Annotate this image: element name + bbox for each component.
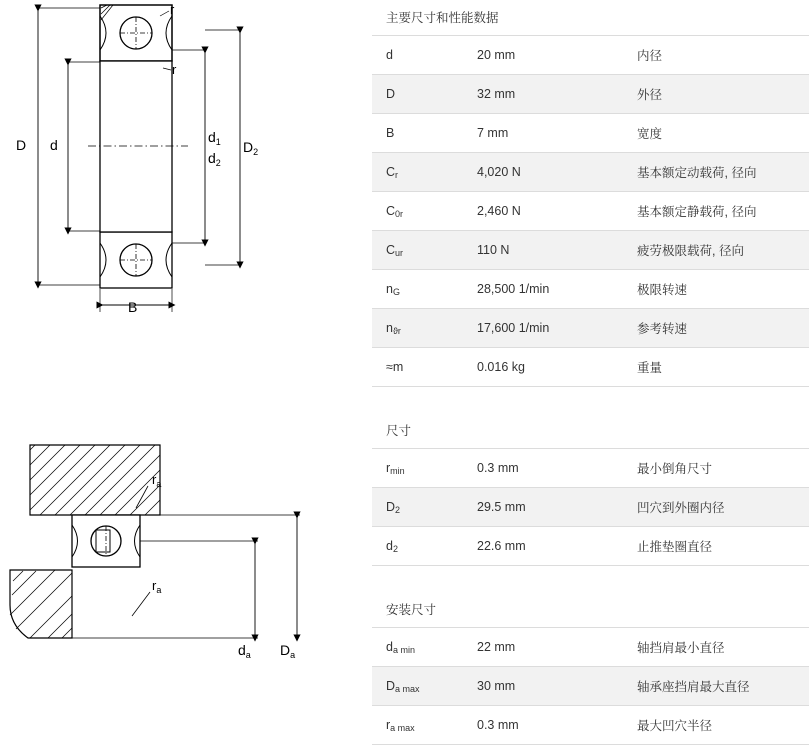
row-symbol (372, 539, 477, 554)
symbol-base: C (386, 242, 396, 257)
row-symbol (372, 461, 477, 476)
table-row (372, 153, 809, 192)
symbol-base: D (386, 678, 396, 693)
symbol-subscript: ϑr (392, 325, 401, 336)
row-description: 基本额定动载荷, 径向 (637, 166, 757, 180)
svg-text:da: $d_a$ (238, 642, 251, 660)
row-symbol (372, 679, 477, 694)
symbol-base: D (386, 499, 396, 514)
row-description: 基本额定静载荷, 径向 (637, 205, 757, 219)
row-symbol (372, 282, 477, 297)
row-symbol (372, 165, 477, 180)
symbol-subscript: r (395, 169, 399, 180)
row-value: 2,460 N (477, 204, 521, 218)
svg-text:D2: $D_2$ (243, 139, 259, 157)
svg-text:d: d (50, 137, 58, 153)
row-description: 最大凹穴半径 (637, 719, 713, 733)
row-symbol (372, 204, 477, 219)
table-row (372, 667, 809, 706)
row-value: 20 mm (477, 48, 516, 62)
svg-text:ra: $r_a$ (152, 578, 162, 595)
row-value: 29.5 mm (477, 500, 526, 514)
table-row (372, 114, 809, 153)
symbol-subscript: G (392, 286, 400, 297)
symbol-subscript: 0r (395, 208, 404, 219)
table-row (372, 75, 809, 114)
row-description: 宽度 (637, 127, 663, 141)
svg-text:d2: $d_2$ (208, 150, 221, 168)
table-row (372, 706, 809, 745)
row-symbol: D (386, 87, 396, 101)
section-title-dimensions: 尺寸 (372, 413, 809, 449)
row-description: 凹穴到外圈内径 (637, 501, 725, 515)
row-value: 17,600 1/min (477, 321, 550, 335)
row-symbol (372, 718, 477, 733)
symbol-base: d (386, 639, 393, 654)
row-value: 4,020 N (477, 165, 521, 179)
symbol-subscript: a max (390, 722, 415, 733)
table-row (372, 270, 809, 309)
symbol-subscript: a min (392, 644, 415, 655)
symbol-base: r (386, 717, 391, 732)
table-row (372, 192, 809, 231)
svg-text:ra: $r_a$ (152, 472, 162, 489)
row-value: 28,500 1/min (477, 282, 550, 296)
table-row (372, 36, 809, 75)
row-description: 外径 (637, 88, 663, 102)
symbol-base: d (386, 538, 393, 553)
svg-text:D: D (16, 137, 27, 153)
row-description: 参考转速 (637, 322, 688, 336)
row-description: 止推垫圈直径 (637, 540, 713, 554)
row-value: 0.3 mm (477, 718, 519, 732)
row-value: 0.016 kg (477, 360, 525, 374)
table-row (372, 527, 809, 566)
svg-text:Da: $D_a$ (280, 642, 296, 660)
svg-text:r: r (172, 62, 177, 77)
row-value: 22.6 mm (477, 539, 526, 553)
row-symbol (372, 500, 477, 515)
row-value: 32 mm (477, 87, 516, 101)
table-row (372, 449, 809, 488)
row-description: 疲劳极限载荷, 径向 (637, 244, 744, 258)
row-symbol (372, 640, 477, 655)
row-description: 最小倒角尺寸 (637, 462, 713, 476)
svg-text:r: r (170, 2, 175, 17)
bearing-cross-section-drawing (0, 0, 370, 340)
row-description: 内径 (637, 49, 663, 63)
symbol-subscript: 2 (395, 504, 401, 515)
svg-text:B: B (128, 299, 138, 315)
row-value: 0.3 mm (477, 461, 519, 475)
row-value: 7 mm (477, 126, 509, 140)
row-symbol (372, 243, 477, 258)
row-description: 轴承座挡肩最大直径 (637, 680, 750, 694)
symbol-base: r (386, 460, 391, 475)
section-title-main: 主要尺寸和性能数据 (372, 0, 809, 36)
row-value: 22 mm (477, 640, 516, 654)
mounting-dimensions-drawing (0, 420, 370, 740)
row-value: 110 N (477, 243, 510, 257)
symbol-base: n (386, 320, 393, 335)
symbol-subscript: a max (395, 683, 420, 694)
data-column (372, 0, 809, 741)
symbol-subscript: 2 (392, 543, 398, 554)
row-symbol (372, 321, 477, 336)
symbol-subscript: min (390, 465, 405, 476)
row-symbol: d (386, 48, 393, 62)
table-row (372, 348, 809, 387)
row-symbol: B (386, 126, 395, 140)
symbol-base: C (386, 203, 396, 218)
table-row (372, 231, 809, 270)
section-title-mounting: 安装尺寸 (372, 592, 809, 628)
table-row (372, 628, 809, 667)
svg-text:d1: $d_1$ (208, 129, 221, 147)
symbol-subscript: ur (395, 247, 404, 258)
table-row (372, 488, 809, 527)
row-value: 30 mm (477, 679, 516, 693)
symbol-base: n (386, 281, 393, 296)
row-description: 轴挡肩最小直径 (637, 641, 725, 655)
row-description: 极限转速 (637, 283, 688, 297)
table-row (372, 309, 809, 348)
drawings-column (0, 0, 370, 741)
symbol-base: C (386, 164, 396, 179)
row-description: 重量 (637, 361, 663, 375)
row-symbol: ≈m (386, 360, 404, 374)
